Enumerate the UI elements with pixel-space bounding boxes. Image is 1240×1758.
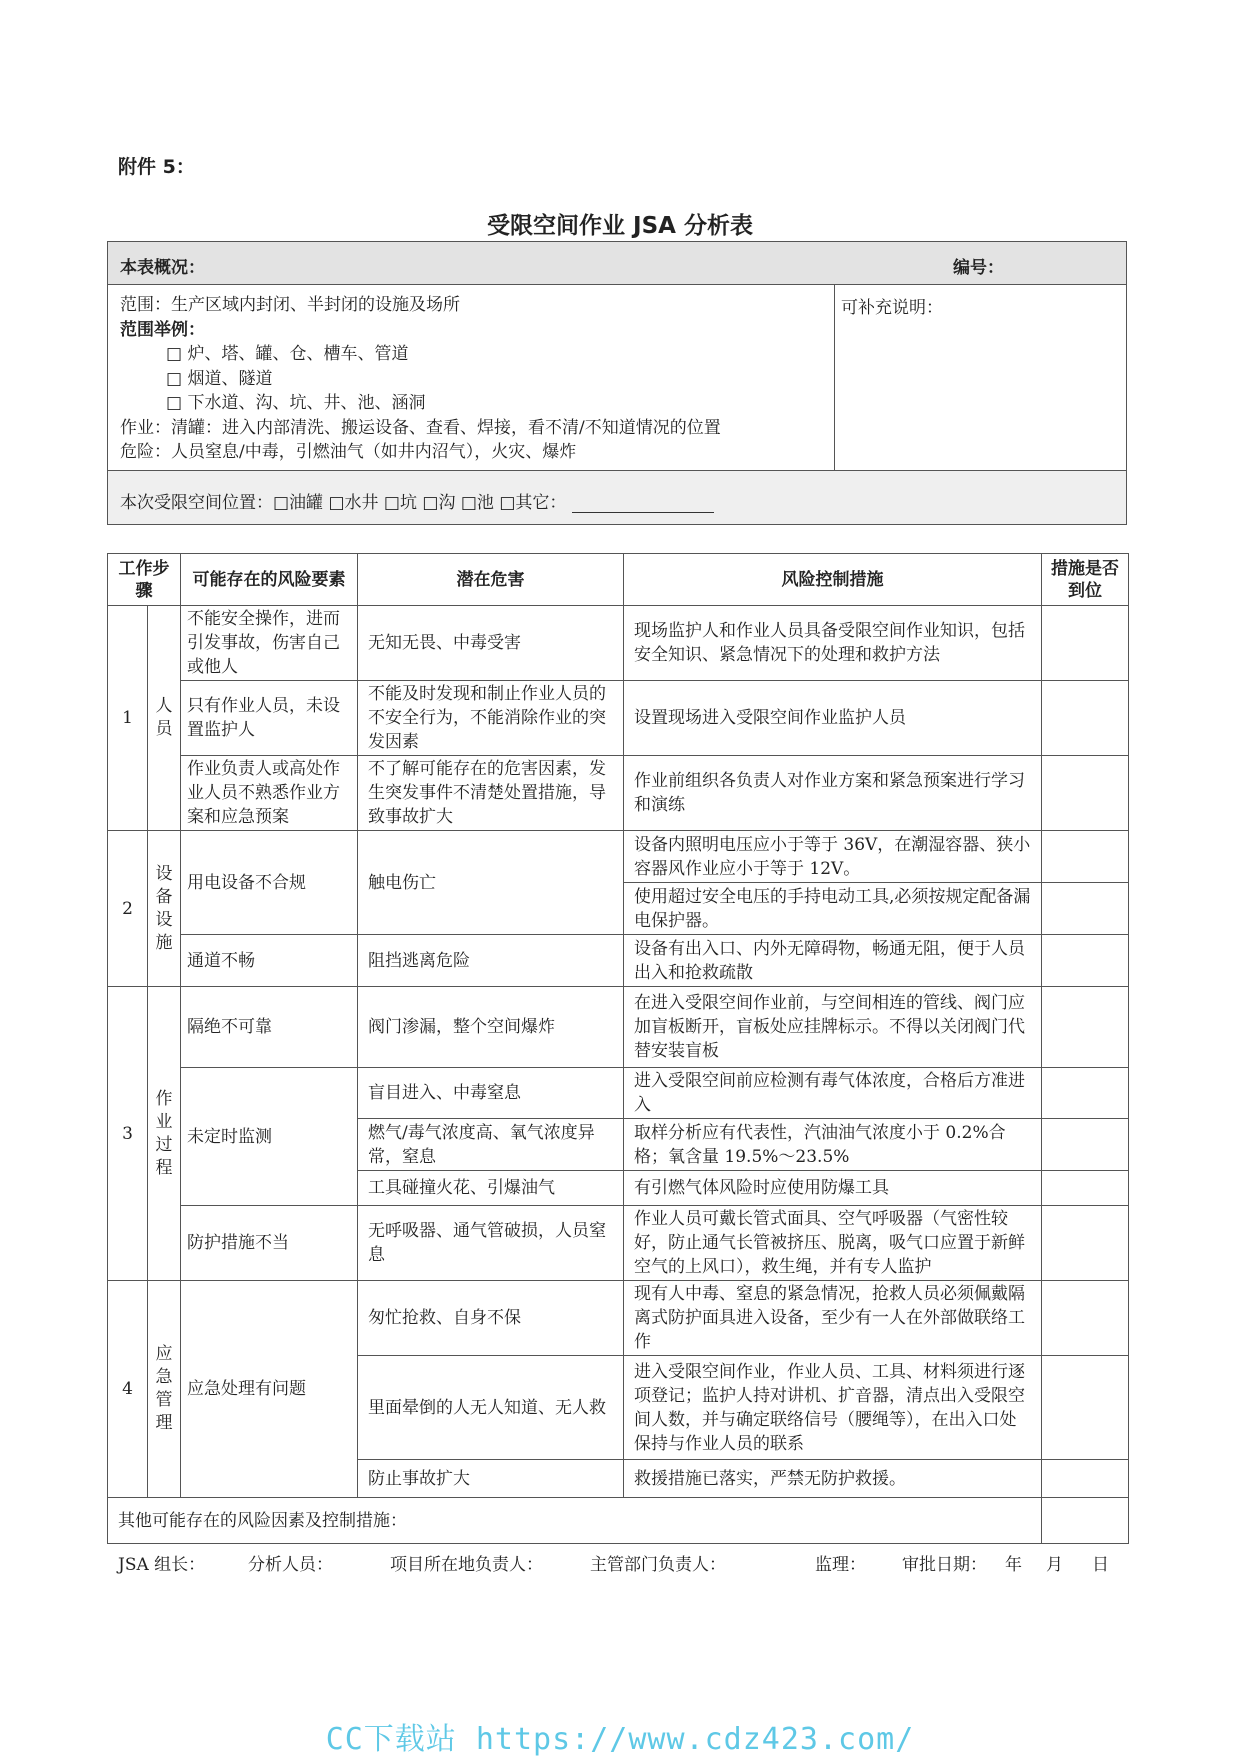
risk-cell: 通道不畅 xyxy=(181,935,358,987)
control-cell: 使用超过安全电压的手持电动工具,必须按规定配备漏电保护器。 xyxy=(624,883,1042,935)
check-cell[interactable] xyxy=(1042,987,1129,1068)
step-number: 2 xyxy=(108,831,148,987)
hazard-cell: 防止事故扩大 xyxy=(358,1460,624,1498)
control-cell: 设置现场进入受限空间作业监护人员 xyxy=(624,681,1042,756)
step-category: 作业过程 xyxy=(148,987,181,1281)
location-row xyxy=(108,471,1126,524)
scope-section xyxy=(120,293,721,465)
hazard-cell: 触电伤亡 xyxy=(358,831,624,935)
risk-cell: 隔绝不可靠 xyxy=(181,987,358,1068)
supplement-label: 可补充说明： xyxy=(841,298,943,318)
hazard-cell: 里面晕倒的人无人知道、无人救 xyxy=(358,1356,624,1460)
risk-cell: 作业负责人或高处作业人员不熟悉作业方案和应急预案 xyxy=(181,756,358,831)
serial-number-label: 编号： xyxy=(953,258,1004,278)
table-row xyxy=(108,1206,1129,1281)
check-cell[interactable] xyxy=(1042,1119,1129,1171)
jsa-table xyxy=(107,553,1129,1544)
hazard-cell: 无呼吸器、通气管破损，人员窒息 xyxy=(358,1206,624,1281)
step-number: 4 xyxy=(108,1281,148,1498)
check-cell[interactable] xyxy=(1042,1068,1129,1119)
other-risks-label: 其他可能存在的风险因素及控制措施： xyxy=(108,1498,1042,1544)
header-step: 工作步骤 xyxy=(108,554,181,606)
hazard-cell: 不能及时发现和制止作业人员的不安全行为，不能消除作业的突发因素 xyxy=(358,681,624,756)
table-row xyxy=(108,681,1129,756)
signoff-month: 月 xyxy=(1046,1555,1063,1575)
check-cell[interactable] xyxy=(1042,681,1129,756)
control-cell: 进入受限空间前应检测有毒气体浓度，合格后方准进入 xyxy=(624,1068,1042,1119)
step-category: 应急管理 xyxy=(148,1281,181,1498)
step-category: 设备设施 xyxy=(148,831,181,987)
signoff-analyst: 分析人员： xyxy=(248,1555,333,1575)
signoff-approval-date: 审批日期： xyxy=(902,1555,987,1575)
table-row xyxy=(108,756,1129,831)
signoff-dept-lead: 主管部门负责人： xyxy=(590,1555,726,1575)
example-item: □ 下水道、沟、坑、井、池、涵洞 xyxy=(166,393,426,413)
signoff-jsa-leader: JSA 组长： xyxy=(118,1555,206,1575)
control-cell: 设备有出入口、内外无障碍物，畅通无阻，便于人员出入和抢救疏散 xyxy=(624,935,1042,987)
hazard-cell: 阀门渗漏，整个空间爆炸 xyxy=(358,987,624,1068)
overview-header-label: 本表概况： xyxy=(120,258,205,278)
hazard-cell: 匆忙抢救、自身不保 xyxy=(358,1281,624,1356)
overview-body xyxy=(108,285,1126,471)
signoff-supervisor: 监理： xyxy=(815,1555,866,1575)
location-other-blank xyxy=(572,494,714,513)
hazard-cell: 无知无畏、中毒受害 xyxy=(358,606,624,681)
table-row xyxy=(108,935,1129,987)
control-cell: 救援措施已落实，严禁无防护救援。 xyxy=(624,1460,1042,1498)
step-number: 3 xyxy=(108,987,148,1281)
check-cell[interactable] xyxy=(1042,1460,1129,1498)
header-risk: 可能存在的风险要素 xyxy=(181,554,358,606)
hazard-cell: 不了解可能存在的危害因素，发生突发事件不清楚处置措施，导致事故扩大 xyxy=(358,756,624,831)
danger-text: 危险：人员窒息/中毒，引燃油气（如井内沼气），火灾、爆炸 xyxy=(120,442,577,462)
header-check: 措施是否到位 xyxy=(1042,554,1129,606)
table-row xyxy=(108,831,1129,883)
signoff-year: 年 xyxy=(1005,1555,1022,1575)
overview-header xyxy=(108,242,1126,285)
risk-cell: 只有作业人员，未设置监护人 xyxy=(181,681,358,756)
control-cell: 进入受限空间作业，作业人员、工具、材料须进行逐项登记；监护人持对讲机、扩音器，清点出入受限空间人数，并与确定联络信号（腰绳等），在出入口处保持与作业人员的联系 xyxy=(624,1356,1042,1460)
hazard-cell: 燃气/毒气浓度高、氧气浓度异常，窒息 xyxy=(358,1119,624,1171)
check-cell[interactable] xyxy=(1042,1171,1129,1206)
work-text: 作业：清罐：进入内部清洗、搬运设备、查看、焊接，看不清/不知道情况的位置 xyxy=(120,417,721,438)
control-cell: 作业人员可戴长管式面具、空气呼吸器（气密性较好，防止通气长管被挤压、脱离，吸气口应置于新鲜空气的上风口），救生绳，并有专人监护 xyxy=(624,1206,1042,1281)
location-options: 本次受限空间位置：□油罐 □水井 □坑 □沟 □池 □其它： xyxy=(120,493,567,513)
table-row xyxy=(108,1281,1129,1356)
page-title: 受限空间作业 JSA 分析表 xyxy=(487,213,753,239)
signoff-day: 日 xyxy=(1092,1555,1109,1575)
location-text xyxy=(120,488,714,513)
control-cell: 有引燃气体风险时应使用防爆工具 xyxy=(624,1171,1042,1206)
header-control: 风险控制措施 xyxy=(624,554,1042,606)
check-cell[interactable] xyxy=(1042,606,1129,681)
risk-cell: 防护措施不当 xyxy=(181,1206,358,1281)
check-cell[interactable] xyxy=(1042,1498,1129,1544)
table-row xyxy=(108,606,1129,681)
other-risks-row xyxy=(108,1498,1129,1544)
risk-cell: 未定时监测 xyxy=(181,1068,358,1206)
risk-cell: 应急处理有问题 xyxy=(181,1281,358,1498)
attachment-label: 附件 5： xyxy=(118,156,195,178)
check-cell[interactable] xyxy=(1042,1206,1129,1281)
overview-box xyxy=(107,241,1127,525)
hazard-cell: 盲目进入、中毒窒息 xyxy=(358,1068,624,1119)
step-category: 人员 xyxy=(148,606,181,831)
step-number: 1 xyxy=(108,606,148,831)
example-item: □ 炉、塔、罐、仓、槽车、管道 xyxy=(166,344,409,364)
check-cell[interactable] xyxy=(1042,756,1129,831)
risk-cell: 不能安全操作，进而引发事故，伤害自己或他人 xyxy=(181,606,358,681)
overview-divider xyxy=(834,285,835,470)
watermark: CC下载站 https://www.cdz423.com/ xyxy=(325,1722,915,1757)
signoff-site-lead: 项目所在地负责人： xyxy=(390,1555,543,1575)
check-cell[interactable] xyxy=(1042,883,1129,935)
control-cell: 取样分析应有代表性，汽油油气浓度小于 0.2%合格；氧含量 19.5%～23.5% xyxy=(624,1119,1042,1171)
scope-text: 范围：生产区域内封闭、半封闭的设施及场所 xyxy=(120,295,460,315)
hazard-cell: 阻挡逃离危险 xyxy=(358,935,624,987)
example-item: □ 烟道、隧道 xyxy=(166,368,273,389)
control-cell: 设备内照明电压应小于等于 36V，在潮湿容器、狭小容器风作业应小于等于 12V。 xyxy=(624,831,1042,883)
examples-label: 范围举例： xyxy=(120,319,205,340)
hazard-cell: 工具碰撞火花、引爆油气 xyxy=(358,1171,624,1206)
header-hazard: 潜在危害 xyxy=(358,554,624,606)
check-cell[interactable] xyxy=(1042,1281,1129,1356)
table-header-row xyxy=(108,554,1129,606)
check-cell[interactable] xyxy=(1042,1356,1129,1460)
control-cell: 现有人中毒、窒息的紧急情况，抢救人员必须佩戴隔离式防护面具进入设备，至少有一人在外部做联络工作 xyxy=(624,1281,1042,1356)
control-cell: 作业前组织各负责人对作业方案和紧急预案进行学习和演练 xyxy=(624,756,1042,831)
control-cell: 现场监护人和作业人员具备受限空间作业知识，包括安全知识、紧急情况下的处理和救护方法 xyxy=(624,606,1042,681)
control-cell: 在进入受限空间作业前，与空间相连的管线、阀门应加盲板断开，盲板处应挂牌标示。不得以关闭阀门代替安装盲板 xyxy=(624,987,1042,1068)
risk-cell: 用电设备不合规 xyxy=(181,831,358,935)
table-row xyxy=(108,1068,1129,1119)
check-cell[interactable] xyxy=(1042,831,1129,883)
check-cell[interactable] xyxy=(1042,935,1129,987)
table-row xyxy=(108,987,1129,1068)
